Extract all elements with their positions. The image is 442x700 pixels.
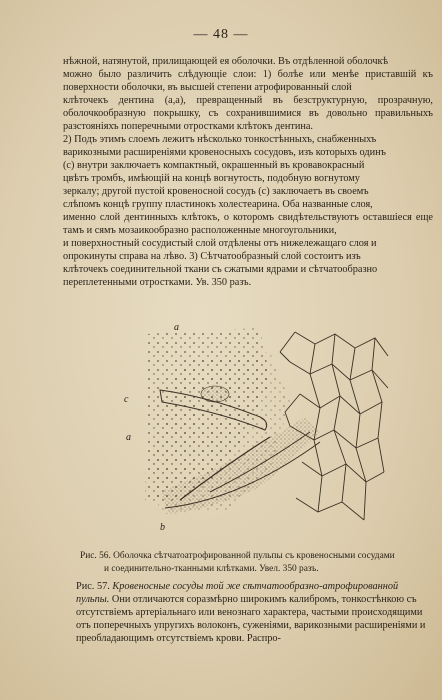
fig57-label: Рис. 57. — [76, 581, 110, 592]
body-line: нѣжной, натянутой, прилищающей ея оболочки. Въ отдѣленной оболочкѣ — [63, 56, 389, 67]
body-line: клѣточекъ соединительной ткани съ сжатыми ядрами и сѣтчатообразно — [63, 264, 378, 276]
caption-line: Рис. 56. Оболочка сѣтчатоатрофированной пульпы съ кровеносными сосудами — [80, 551, 395, 561]
figure-caption — [80, 550, 440, 576]
body-line: опрокинуты справа на лѣво. 3) Сѣтчатообразный слой состоитъ изъ — [63, 251, 361, 263]
fig57-text: происходящими отъ поперечныхъ упругихъ волоконъ, суженіями, варикозными расширеніями и преобладающимъ отсутствіемъ крови. Распро- — [76, 607, 426, 645]
body-line: цвѣтъ тромбъ, имѣющій на концѣ вогнутость, подобную вогнутому — [63, 173, 360, 185]
fig57-title: Кровеносные сосуды той же сѣтчатообразно-атрофированной пульпы. — [76, 581, 399, 606]
histology-figure — [120, 322, 395, 532]
figure-label-a-top: a — [174, 322, 179, 333]
body-line: зеркалу; другой пустой кровеносной сосудъ (c) заключаетъ въ своемъ — [63, 186, 369, 198]
figure-label-c: c — [124, 394, 129, 405]
body-line: слѣпомъ концѣ группу пластинокъ холестеарина. Оба названные слоя, — [63, 199, 373, 211]
fig57-line — [62, 580, 434, 645]
body-line: переплетенными отростками. Ув. 350 разъ. — [63, 277, 252, 289]
figure-label-b: b — [160, 522, 165, 532]
figure-label-a-left: a — [126, 432, 131, 443]
histology-illustration — [120, 322, 395, 532]
body-text — [63, 55, 433, 290]
body-line: (c) внутри заключаетъ компактный, окрашенный въ кровавокрасный — [63, 160, 365, 172]
caption-line: и соединительно-тканными клѣтками. Увел. 350 разъ. — [104, 564, 319, 574]
page-number: — 48 — — [193, 27, 249, 42]
body-line: именно слой дентинныхъ клѣтокъ, о которомъ свидѣтельствуютъ оставшіеся еще тамъ и сямъ мозаикообразно расположенные многоугольники, — [63, 212, 433, 237]
body-line: клѣточекъ дентина (a,a), превращенный въ безструктурную, прозрачную, оболочкообразную покрышку, съ сохранившимися въ довольно правильныхъ разстояніяхъ поперечными отростками клѣтокъ дентина. — [63, 95, 433, 133]
figure-57-paragraph — [62, 580, 434, 645]
body-line: можно было различить слѣдующіе слои: 1) болѣе или менѣе приставшій къ поверхности оболочки, въ высшей степени атрофированный слой — [63, 69, 433, 94]
body-line: и поверхностный сосудистый слой отдѣлены отъ нижележащаго слоя и — [63, 238, 377, 250]
body-line: 2) Подъ этимъ слоемъ лежитъ нѣсколько тонкостѣнныхъ, снабженныхъ — [63, 134, 377, 146]
fig57-text: Они отличаются соразмѣрно широкимъ калибромъ, тонкостѣнкою съ отсутствіемъ артеріальнаго или венознаго характера, частыми — [76, 594, 417, 619]
body-line: варикозными расширеніями кровеносныхъ сосудовъ, изъ которыхъ одинъ — [63, 147, 386, 159]
